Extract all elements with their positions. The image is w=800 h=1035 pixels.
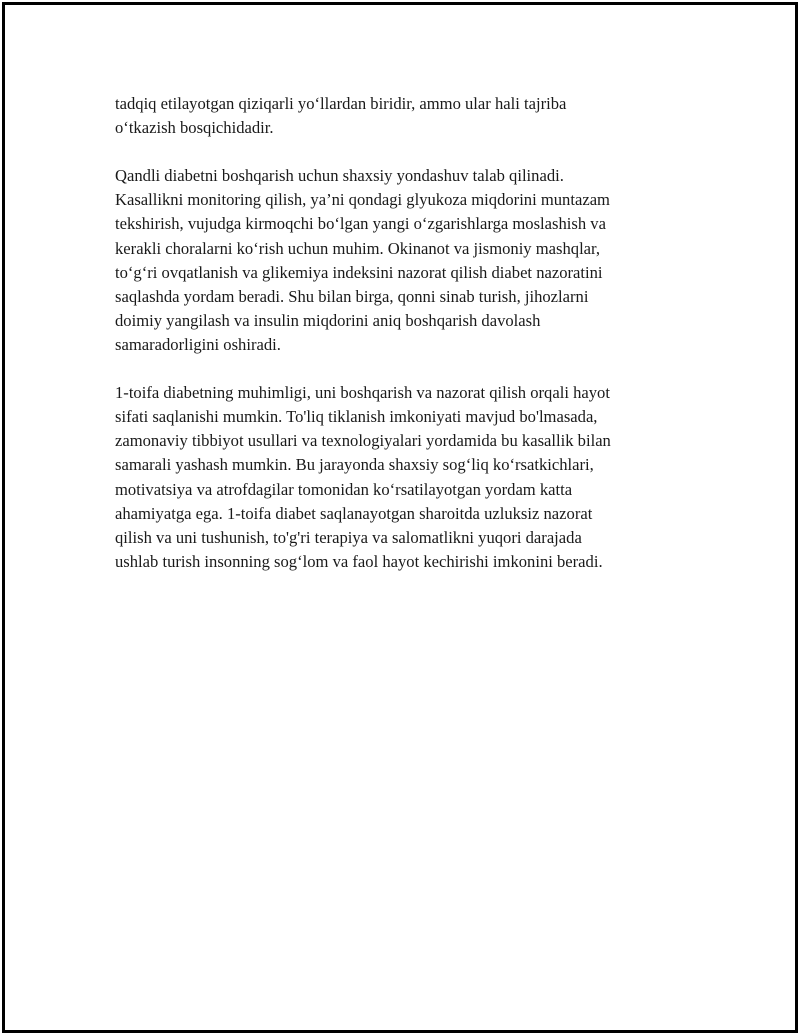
text-line: to‘g‘ri ovqatlanish va glikemiya indeksini nazorat qilish diabet nazoratini — [115, 262, 603, 282]
text-line: samaradorligini oshiradi. — [115, 334, 281, 354]
text-line: Kasallikni monitoring qilish, ya’ni qondagi glyukoza miqdorini muntazam — [115, 190, 610, 210]
text-line: o‘tkazish bosqichidadir. — [115, 118, 274, 138]
text-line: tekshirish, vujudga kirmoqchi bo‘lgan yangi o‘zgarishlarga moslashish va — [115, 214, 606, 234]
paragraph-1 — [115, 92, 685, 140]
document-body — [115, 92, 685, 598]
text-line: sifati saqlanishi mumkin. To'liq tiklanish imkoniyati mavjud bo'lmasada, — [115, 407, 598, 427]
text-line: motivatsiya va atrofdagilar tomonidan ko‘rsatilayotgan yordam katta — [115, 479, 573, 499]
text-line: Qandli diabetni boshqarish uchun shaxsiy yondashuv talab qilinadi. — [115, 166, 564, 186]
text-line: samarali yashash mumkin. Bu jarayonda shaxsiy sog‘liq ko‘rsatkichlari, — [115, 455, 594, 475]
text-line: zamonaviy tibbiyot usullari va texnologiyalari yordamida bu kasallik bilan — [115, 431, 611, 451]
text-line: tadqiq etilayotgan qiziqarli yo‘llardan biridir, ammo ular hali tajriba — [115, 94, 567, 113]
text-line: saqlashda yordam beradi. Shu bilan birga, qonni sinab turish, jihozlarni — [115, 286, 589, 306]
text-line: ushlab turish insonning sog‘lom va faol hayot kechirishi imkonini beradi. — [115, 551, 603, 571]
text-line: doimiy yangilash va insulin miqdorini aniq boshqarish davolash — [115, 310, 541, 330]
text-line: 1-toifa diabetning muhimligi, uni boshqarish va nazorat qilish orqali hayot — [115, 383, 610, 403]
paragraph-3 — [115, 381, 685, 574]
paragraph-2 — [115, 164, 685, 357]
text-line: kerakli choralarni ko‘rish uchun muhim. Okinanot va jismoniy mashqlar, — [115, 238, 601, 258]
text-line: qilish va uni tushunish, to'g'ri terapiya va salomatlikni yuqori darajada — [115, 527, 582, 547]
text-line: ahamiyatga ega. 1-toifa diabet saqlanayotgan sharoitda uzluksiz nazorat — [115, 503, 593, 523]
